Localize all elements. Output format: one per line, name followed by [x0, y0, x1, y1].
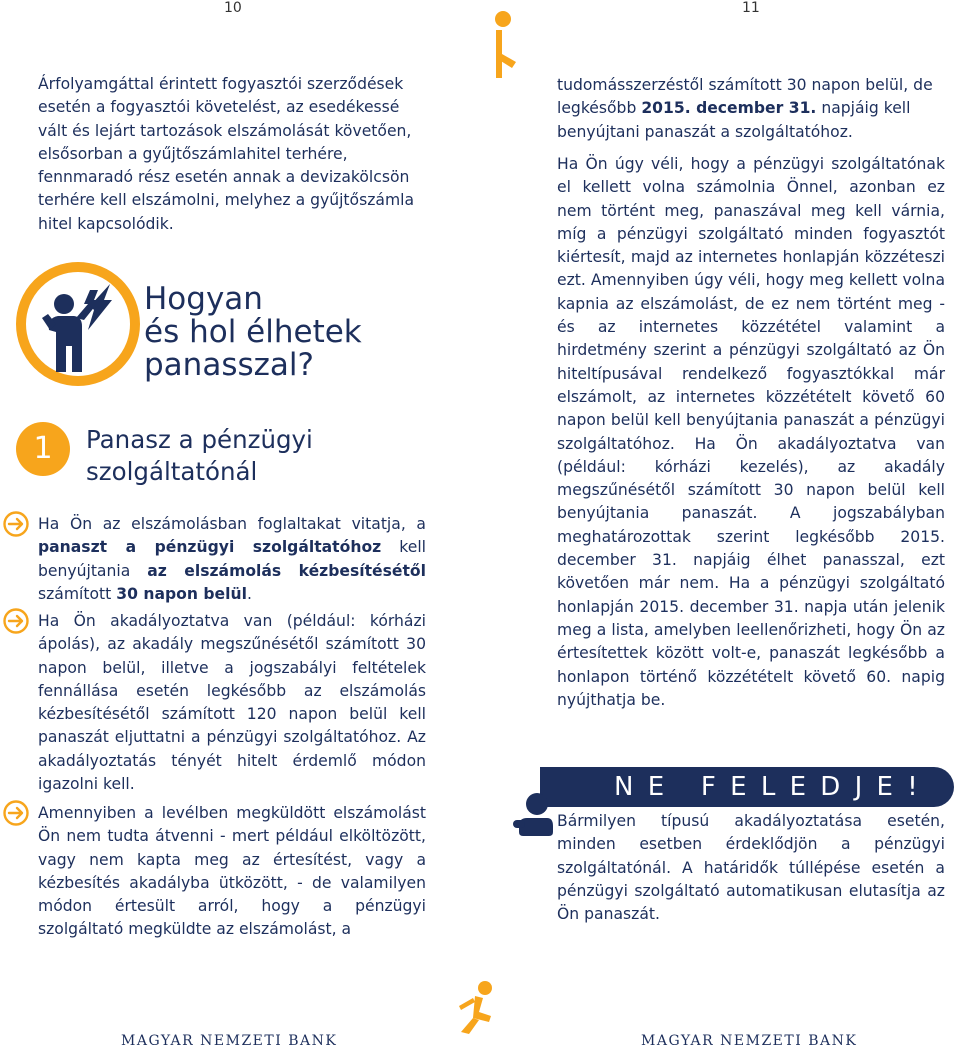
- person-lightning-icon: [14, 260, 142, 388]
- heading-line: és hol élhetek: [144, 314, 362, 350]
- reminder-title: N E F E L E D J E !: [614, 772, 921, 802]
- bullet-paragraph-3: Amennyiben a levélben megküldött elszámolást Ön nem tudta átvenni - mert például elköltözött, vagy nem kapta meg az értesítést, vagy a kézbesítés akadályba ütközött, - de valamilyen módon értesült arról, hogy a pénzügyi szolgáltató megküldte az elszámolást, a: [38, 804, 426, 939]
- left-page-number: 10: [224, 0, 242, 16]
- right-page-number: 11: [742, 0, 760, 16]
- bullet-paragraph-1: Ha Ön az elszámolásban foglaltakat vitatja, a panaszt a pénzügyi szolgáltatóhoz kell benyújtania az elszámolás kézbesítésétől számított 30 napon belül.: [38, 515, 426, 603]
- arrow-right-icon: [3, 800, 29, 826]
- reminder-banner: [540, 767, 954, 807]
- section-heading: [144, 283, 362, 382]
- arrow-right-icon: [3, 511, 29, 537]
- arrow-right-icon: [3, 608, 29, 634]
- left-footer: MAGYAR NEMZETI BANK: [121, 1033, 338, 1049]
- decorative-figure-icon: [486, 10, 520, 80]
- heading-line: panasszal?: [144, 347, 314, 383]
- reminder-text: Bármilyen típusú akadályoztatása esetén, minden esetben érdeklődjön a pénzügyi szolgáltatónál. A határidők túllépése esetén a pénzügyi szolgáltató automatikusan elutasítja az Ön panaszát.: [557, 812, 945, 924]
- subheading-line: Panasz a pénzügyi: [86, 425, 313, 454]
- decorative-figure-icon: [455, 980, 497, 1036]
- bullet-paragraph-2: Ha Ön akadályoztatva van (például: kórházi ápolás), az akadály megszűnésétől számított 30 napon belül, illetve a jogszabályi feltételek fennállása esetén legkésőbb az elszámolás kézbesítésétől számított 120 napon belül kell panaszát eljuttatni a pénzügyi szolgáltatóhoz. Az akadályoztatás tényét hitelt érdemlő módon igazolni kell.: [38, 612, 426, 794]
- right-paragraph-2: Ha Ön úgy véli, hogy a pénzügyi szolgáltatónak el kellett volna számolnia Önnel, azonban ez nem történt meg, panaszával meg kell várnia, míg a pénzügyi szolgáltató minden fogyasztót kiértesít, majd az internetes honlapján közzéteszi ezt. Amennyiben úgy véli, hogy meg kellett volna kapnia az elszámolást, de ez nem történt meg - és az internetes közzététel valamint a hirdetmény szerint a pénzügyi szolgáltató az Ön hiteltípusával rendelkező fogyasztókkal már elszámolt, az internetes közzétételt követő 60 napon belül kell benyújtania panaszát a pénzügyi szolgáltatóhoz. Ha Ön akadályoztatva van (például: kórházi kezelés), az akadály megszűnésétől számított 30 napon belül kell benyújtania panaszát. A jogszabályban meghatározottak szerint legkésőbb 2015. december 31. napjáig élhet panasszal, ezt követően már nem. Ha a pénzügyi szolgáltató honlapján 2015. december 31. napja után jelenik meg a lista, amelyben leellenőrizheti, hogy Ön az értesítettek között volt-e, panaszát legkésőbb a honlapon történő közzétételt követő 60. napig nyújthatja be.: [557, 155, 945, 709]
- step-number: 1: [33, 431, 53, 466]
- subheading: [86, 424, 313, 488]
- right-footer: MAGYAR NEMZETI BANK: [641, 1033, 858, 1049]
- step-number-badge: [14, 420, 72, 478]
- person-icon: [513, 792, 557, 842]
- intro-paragraph: Árfolyamgáttal érintett fogyasztói szerződések esetén a fogyasztói követelést, az esedékessé vált és lejárt tartozások elszámolását követően, elsősorban a gyűjtőszámlahitel terhére, fennmaradó rész esetén annak a devizakölcsön terhére kell elszámolni, melyhez a gyűjtőszámla hitel kapcsolódik.: [38, 75, 415, 233]
- heading-line: Hogyan: [144, 281, 263, 317]
- subheading-line: szolgáltatónál: [86, 457, 258, 486]
- right-paragraph-1: tudomásszerzéstől számított 30 napon belül, de legkésőbb 2015. december 31. napjáig kell benyújtani panaszát a szolgáltatóhoz.: [557, 76, 933, 141]
